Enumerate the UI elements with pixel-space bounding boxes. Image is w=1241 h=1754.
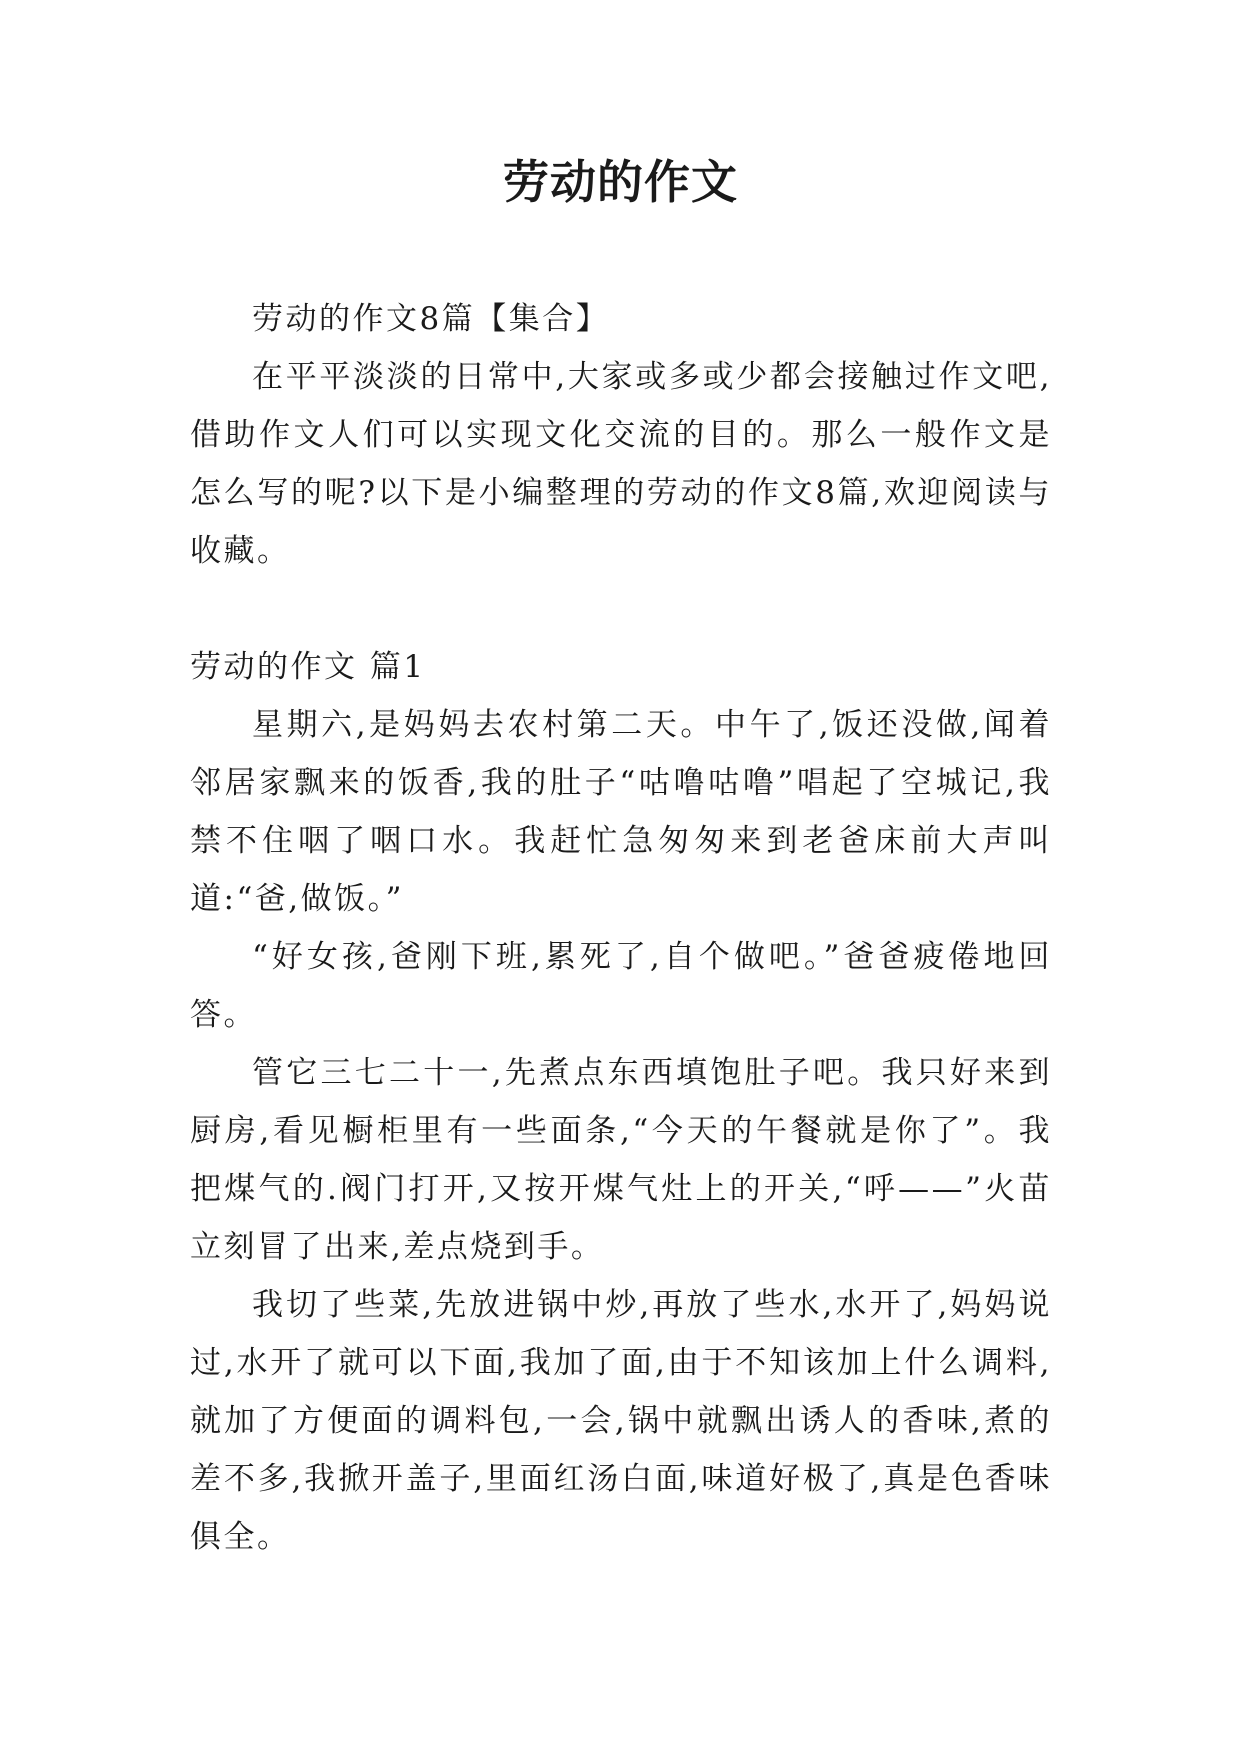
section-heading: 劳动的作文 篇1 xyxy=(190,649,426,685)
document-body xyxy=(190,290,1052,1566)
body-paragraph: 管它三七二十一,先煮点东西填饱肚子吧。我只好来到厨房,看见橱柜里有一些面条,“今天的午餐就是你了”。我把煤气的.阀门打开,又按开煤气灶上的开关,“呼——”火苗立刻冒了出来,差点烧到手。 xyxy=(190,1055,1052,1265)
document-title: 劳动的作文 xyxy=(503,155,738,209)
body-paragraph: 星期六,是妈妈去农村第二天。中午了,饭还没做,闻着邻居家飘来的饭香,我的肚子“咕噜咕噜”唱起了空城记,我禁不住咽了咽口水。我赶忙急匆匆来到老爸床前大声叫道:“爸,做饭。” xyxy=(190,707,1052,917)
body-paragraph: “好女孩,爸刚下班,累死了,自个做吧。”爸爸疲倦地回答。 xyxy=(190,939,1052,1033)
body-paragraph: 我切了些菜,先放进锅中炒,再放了些水,水开了,妈妈说过,水开了就可以下面,我加了面,由于不知该加上什么调料,就加了方便面的调料包,一会,锅中就飘出诱人的香味,煮的差不多,我掀开盖子,里面红汤白面,味道好极了,真是色香味俱全。 xyxy=(190,1287,1052,1555)
document-subtitle: 劳动的作文8篇【集合】 xyxy=(252,301,610,337)
section-spacer xyxy=(190,580,1052,638)
intro-paragraph: 在平平淡淡的日常中,大家或多或少都会接触过作文吧,借助作文人们可以实现文化交流的目的。那么一般作文是怎么写的呢?以下是小编整理的劳动的作文8篇,欢迎阅读与收藏。 xyxy=(190,359,1052,569)
